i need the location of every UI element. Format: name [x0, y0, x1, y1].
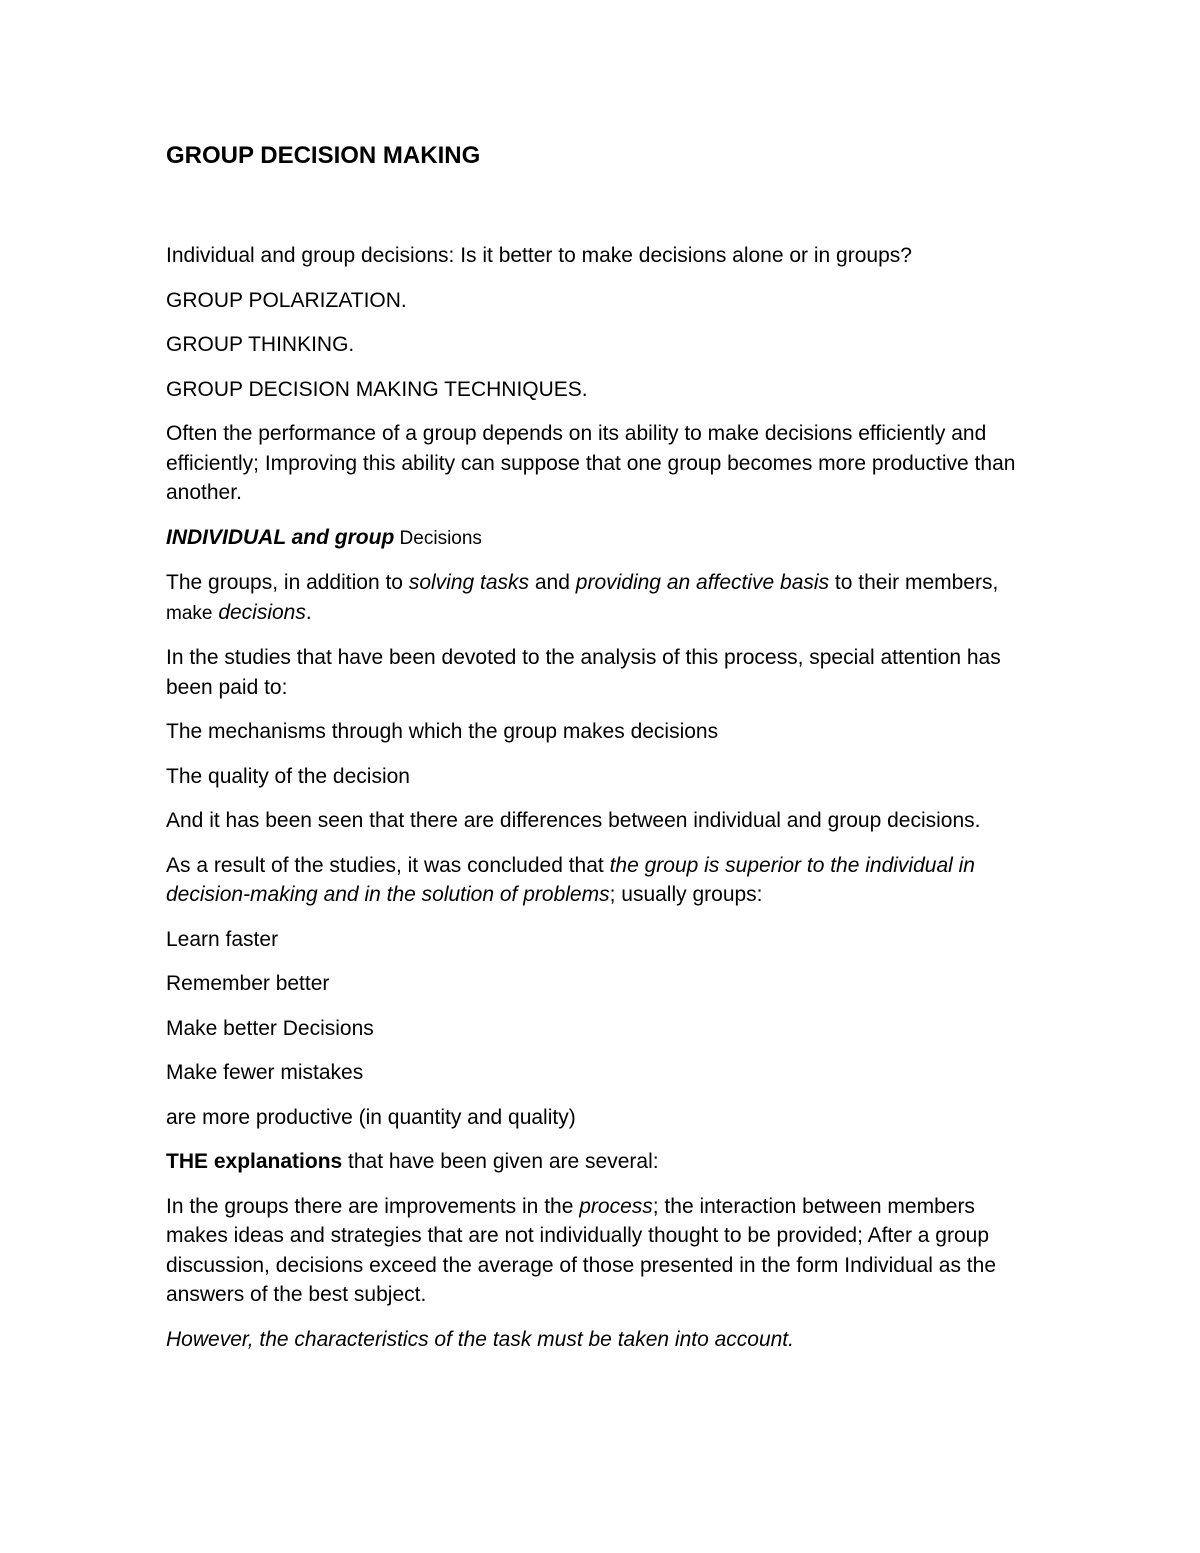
paragraph-studies-attention: In the studies that have been devoted to the analysis of this process, special attention has been paid to:	[166, 646, 1001, 699]
list-item: Remember better	[166, 972, 330, 995]
paragraph-intro-question: Individual and group decisions: Is it better to make decisions alone or in groups?	[166, 244, 912, 267]
italic-run: decisions	[218, 600, 306, 624]
italic-run: process	[579, 1194, 653, 1218]
italic-run: providing an affective basis	[575, 571, 830, 594]
list-item: are more productive (in quantity and quality)	[166, 1105, 576, 1129]
paragraph-quality: The quality of the decision	[166, 764, 410, 788]
paragraph-explanations	[166, 1147, 1026, 1177]
italic-run: the group is superior to the individual in decision-making and in the solution of problems	[166, 853, 975, 906]
text-run: In the groups there are improvements in the	[166, 1194, 580, 1218]
paragraph-differences: And it has been seen that there are differences between individual and group decisions.	[166, 809, 981, 832]
paragraph-performance: Often the performance of a group depends on its ability to make decisions efficiently and efficiently; Improving this ability can suppose that one group becomes more productive than another.	[166, 422, 1016, 504]
paragraph-topic-techniques: GROUP DECISION MAKING TECHNIQUES.	[166, 377, 588, 401]
text-run: The groups, in addition to	[166, 571, 409, 594]
text-run: ; usually groups:	[609, 883, 763, 906]
paragraph-groups-functions	[166, 568, 1026, 628]
text-run: to their members,	[829, 571, 999, 594]
text-run: that have been given are several:	[342, 1150, 659, 1173]
text-run: and	[529, 571, 576, 594]
paragraph-mechanisms: The mechanisms through which the group makes decisions	[166, 720, 719, 743]
text-run: ; the interaction between members makes ideas and strategies that are not individually thought to be provided; After a group discussion, decisions exceed the average of those presented in the form Individual as the answers of the best subject.	[166, 1194, 997, 1306]
list-item: Make fewer mistakes	[166, 1061, 364, 1084]
list-item: Make better Decisions	[166, 1016, 374, 1040]
document-body	[166, 141, 1026, 1369]
document-title: GROUP DECISION MAKING	[166, 142, 481, 169]
section-heading-rest: Decisions	[394, 527, 482, 549]
italic-run: However, the characteristics of the task must be taken into account.	[166, 1327, 794, 1351]
text-run: .	[305, 600, 312, 624]
paragraph-improvements	[166, 1192, 1026, 1310]
paragraph-section-heading	[166, 523, 1026, 554]
italic-run: solving tasks	[408, 571, 530, 594]
section-heading-emphasis: INDIVIDUAL and group	[166, 525, 395, 549]
list-item: Learn faster	[166, 927, 279, 951]
paragraph-task-note	[166, 1325, 1026, 1355]
paragraph-topic-thinking: GROUP THINKING.	[166, 333, 355, 356]
bold-run: THE explanations	[166, 1150, 343, 1173]
paragraph-topic-polarization: GROUP POLARIZATION.	[166, 288, 407, 312]
paragraph-conclusion	[166, 851, 1026, 910]
small-text-run: make	[166, 602, 213, 624]
text-run: As a result of the studies, it was concluded that	[166, 853, 610, 877]
